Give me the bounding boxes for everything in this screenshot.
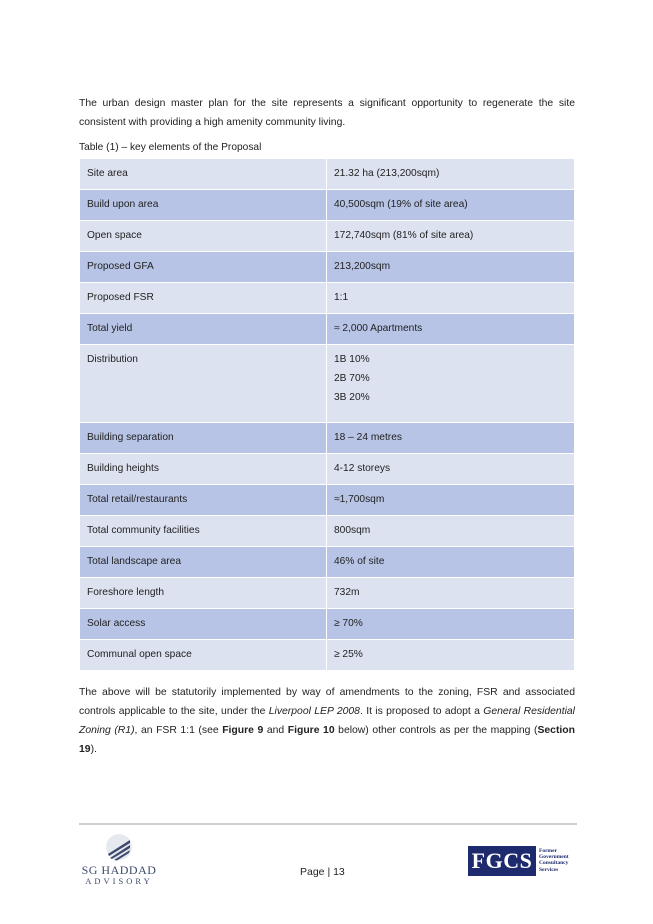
- table-cell-value: [327, 516, 575, 547]
- row-value: 1:1: [334, 292, 349, 303]
- distribution-item: 3B 20%: [334, 392, 370, 403]
- page-number: Page | 13: [300, 866, 345, 878]
- row-label: Site area: [87, 168, 128, 179]
- table-cell-value: [327, 190, 575, 221]
- table-row: [80, 314, 575, 345]
- figure-10-reference: Figure 10: [287, 725, 335, 736]
- row-label: Total landscape area: [87, 556, 182, 567]
- table-row: [80, 640, 575, 671]
- row-label: Total retail/restaurants: [87, 494, 188, 505]
- row-value-list: [334, 345, 567, 403]
- table-cell-key: [80, 190, 327, 221]
- row-label: Proposed FSR: [87, 292, 154, 303]
- table-caption: Table (1) – key elements of the Proposal: [79, 142, 262, 153]
- row-value: ≥ 70%: [334, 618, 363, 629]
- table-cell-value: [327, 454, 575, 485]
- table-cell-key: [80, 609, 327, 640]
- row-label: Building heights: [87, 463, 159, 474]
- row-value: 800sqm: [334, 525, 371, 536]
- lep-reference: Liverpool LEP 2008: [268, 706, 360, 717]
- row-value: 40,500sqm (19% of site area): [334, 199, 468, 210]
- row-value: 4-12 storeys: [334, 463, 391, 474]
- table-cell-key: [80, 485, 327, 516]
- distribution-item: 2B 70%: [334, 373, 370, 384]
- zoning-reference: General Residential Zoning (R1): [79, 706, 575, 736]
- fgcs-line: Consultancy: [539, 860, 569, 867]
- key-elements-table: [79, 158, 575, 671]
- sg-haddad-name: SG HADDAD: [81, 863, 157, 877]
- table-cell-key: [80, 423, 327, 454]
- table-row: [80, 345, 575, 423]
- table-row: [80, 516, 575, 547]
- intro-paragraph: The urban design master plan for the site represents a significant opportunity to regenerate the site consistent with providing a high amenity community living.: [79, 98, 575, 128]
- table-row: [80, 221, 575, 252]
- table-cell-key: [80, 516, 327, 547]
- table-cell-key: [80, 578, 327, 609]
- row-value: 213,200sqm: [334, 261, 391, 272]
- table-row: [80, 547, 575, 578]
- row-label: Communal open space: [87, 649, 192, 660]
- table-cell-value: [327, 314, 575, 345]
- table-row: [80, 578, 575, 609]
- sg-haddad-subtitle: ADVISORY: [85, 876, 153, 886]
- row-label: Proposed GFA: [87, 261, 154, 272]
- row-label: Building separation: [87, 432, 174, 443]
- outro-text-2: . It is proposed to adopt a: [359, 706, 484, 717]
- sg-haddad-emblem-icon: [105, 832, 133, 862]
- outro-text-1: The above will be statutorily implemented by way of amendments to the zoning, FSR and associated controls applicable to the site, under the: [79, 687, 575, 717]
- outro-text-5: below) other controls as per the mapping (: [334, 725, 538, 736]
- table-cell-key: [80, 345, 327, 423]
- table-cell-value: [327, 578, 575, 609]
- section-19-reference: Section 19: [79, 725, 575, 755]
- table-cell-value: [327, 640, 575, 671]
- row-label: Foreshore length: [87, 587, 165, 598]
- fgcs-logo: [468, 846, 578, 878]
- sg-haddad-logo: [79, 832, 159, 884]
- row-label: Solar access: [87, 618, 146, 629]
- table-cell-value: [327, 283, 575, 314]
- row-value: 21.32 ha (213,200sqm): [334, 168, 440, 179]
- fgcs-line: Services: [539, 866, 559, 873]
- table-row: [80, 159, 575, 190]
- outro-text-6: ).: [90, 744, 97, 755]
- row-value: 46% of site: [334, 556, 385, 567]
- table-cell-key: [80, 283, 327, 314]
- table-row: [80, 609, 575, 640]
- row-value: ≈ 2,000 Apartments: [334, 323, 423, 334]
- table-cell-value: [327, 252, 575, 283]
- table-cell-value: [327, 221, 575, 252]
- outro-text-3: , an FSR 1:1 (see: [134, 725, 223, 736]
- table-cell-key: [80, 454, 327, 485]
- table-row: [80, 454, 575, 485]
- fgcs-line: Government: [539, 854, 569, 861]
- table-cell-key: [80, 252, 327, 283]
- footer-divider: [79, 823, 577, 825]
- row-label: Distribution: [87, 354, 138, 365]
- outro-paragraph: [79, 683, 575, 759]
- row-label: Open space: [87, 230, 142, 241]
- figure-9-reference: Figure 9: [222, 725, 264, 736]
- distribution-item: 1B 10%: [334, 354, 370, 365]
- row-label: Total yield: [87, 323, 133, 334]
- table-cell-key: [80, 314, 327, 345]
- table-cell-value: [327, 609, 575, 640]
- row-value: 18 – 24 metres: [334, 432, 402, 443]
- table-cell-value: [327, 547, 575, 578]
- row-value: 172,740sqm (81% of site area): [334, 230, 474, 241]
- table-row: [80, 283, 575, 314]
- table-cell-key: [80, 547, 327, 578]
- row-label: Build upon area: [87, 199, 159, 210]
- fgcs-abbreviation: FGCS: [468, 846, 536, 876]
- table-row: [80, 485, 575, 516]
- table-cell-value: [327, 423, 575, 454]
- table-row: [80, 423, 575, 454]
- fgcs-line: Former: [539, 848, 558, 854]
- table-cell-value: [327, 345, 575, 423]
- table-cell-key: [80, 640, 327, 671]
- row-label: Total community facilities: [87, 525, 200, 536]
- row-value: ≈1,700sqm: [334, 494, 385, 505]
- row-value: ≥ 25%: [334, 649, 363, 660]
- table-cell-key: [80, 221, 327, 252]
- outro-text-4: and: [263, 725, 288, 736]
- table-cell-key: [80, 159, 327, 190]
- table-row: [80, 190, 575, 221]
- row-value: 732m: [334, 587, 360, 598]
- table-cell-value: [327, 159, 575, 190]
- table-cell-value: [327, 485, 575, 516]
- table-row: [80, 252, 575, 283]
- fgcs-full-name: [539, 848, 569, 873]
